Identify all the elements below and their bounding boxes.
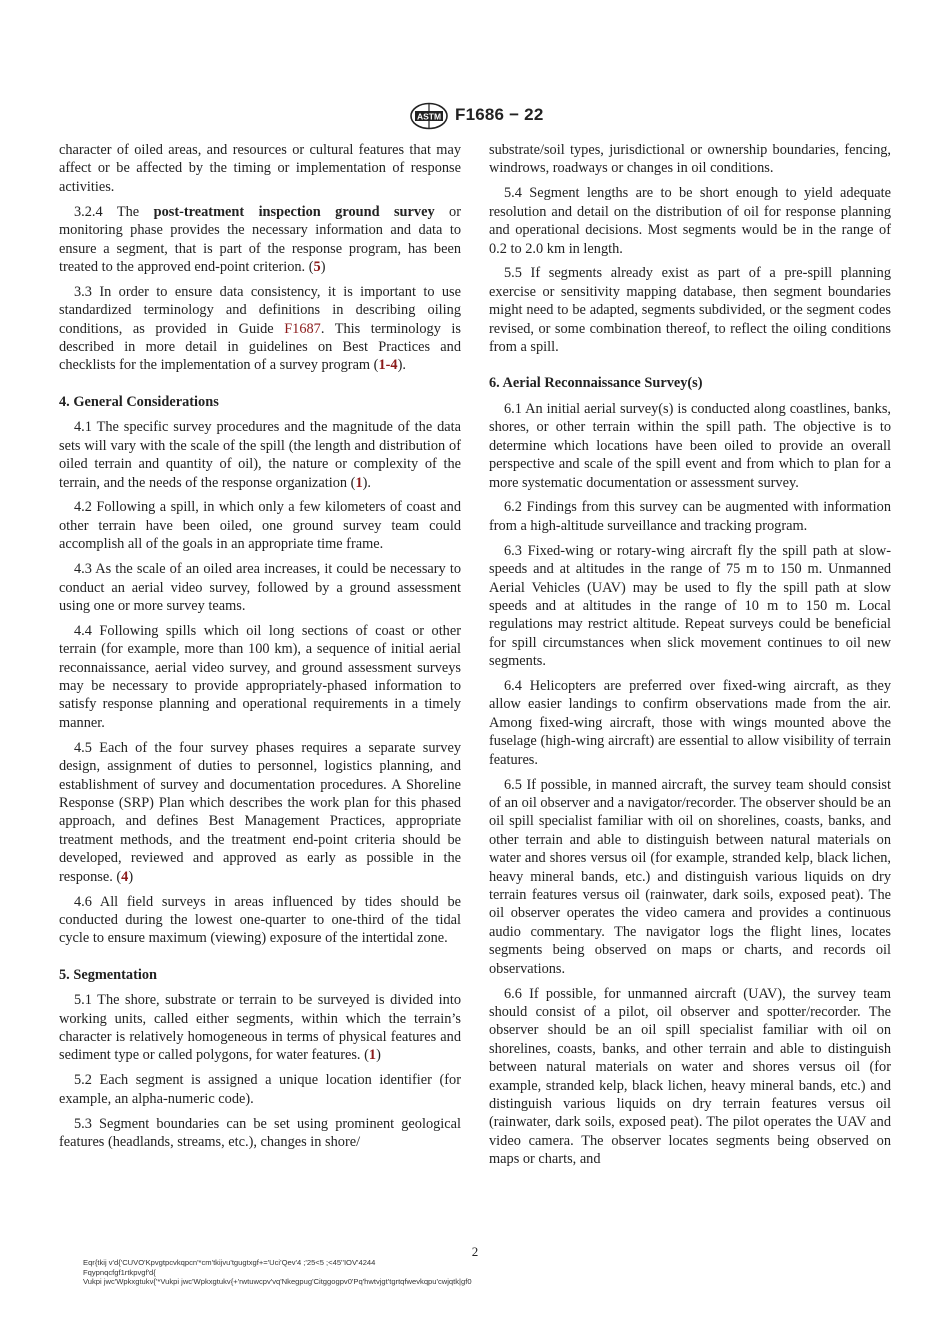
standard-designation: F1686 − 22: [455, 105, 544, 124]
right-column: [489, 141, 891, 1175]
reference-link[interactable]: 1-4: [378, 357, 398, 374]
reference-link[interactable]: 1: [355, 474, 363, 491]
paragraph-5-3: 5.3 Segment boundaries can be set using prominent geological features (headlands, streams, etc.), changes in shore/: [59, 1115, 461, 1150]
text-span: . This terminology is described in more detail in guidelines on Best Practices and checklists for the implementation of a survey program (: [59, 320, 461, 374]
paragraph-6-1: 6.1 An initial aerial survey(s) is conducted along coastlines, banks, shores, or other terrain within the spill path. The objective is to determine which locations have been oiled to provide an overall perspective and scale of the spill event and from which to plan for a more systematic documentation or assessment survey.: [489, 400, 891, 491]
paragraph-4-5: [59, 739, 461, 886]
paragraph-3-2-4: [59, 203, 461, 277]
section-heading-5: 5. Segmentation: [59, 966, 158, 983]
section-heading-4: 4. General Considerations: [59, 393, 219, 410]
paragraph-4-2: 4.2 Following a spill, in which only a few kilometers of coast and other terrain have been oiled, one ground survey team could accomplish all of the goals in an appropriate time frame.: [59, 499, 461, 553]
text-span: ).: [397, 357, 406, 374]
paragraph-4-4: 4.4 Following spills which oil long sections of coast or other terrain (for example, more than 100 km), a sequence of initial aerial reconnaissance, aerial video survey, and ground assessment surveys may be necessary to provide appropriately-phased information to satisfy response planning and operational requirements in a timely manner.: [59, 622, 461, 731]
astm-logo-icon: [409, 102, 449, 130]
paragraph-6-3: 6.3 Fixed-wing or rotary-wing aircraft fly the spill path at slow-speeds and at altitudes in the range of 75 m to 150 m. Unmanned Aerial Vehicles (UAV) may be used to fly the spill path at slow speeds and at altitudes in the range of 10 m to 150 m. Local regulations may restrict altitude. Repeat surveys could be beneficial for spill circumstances when slick movement continues to oil new segments.: [489, 542, 891, 670]
page-number: 2: [471, 1244, 479, 1259]
text-span: 5.1 The shore, substrate or terrain to be surveyed is divided into working units, called either segments, within which the terrain’s character is relatively homogeneous in terms of physical features and sediment type or called polygons, for water features. (: [59, 992, 461, 1064]
paragraph-3-3: [59, 283, 461, 375]
left-column: [59, 141, 461, 1158]
text-span: ): [376, 1047, 381, 1064]
text-span: 4.1 The specific survey procedures and the magnitude of the data sets will vary with the scale of the spill (the length and distribution of oiled terrain and quantity of oil), the nature or complexity of the terrain, and the needs of the response organization (: [59, 419, 461, 491]
license-footer: [83, 1258, 472, 1287]
reference-link[interactable]: 5: [313, 258, 321, 275]
paragraph-5-5: 5.5 If segments already exist as part of a pre-spill planning exercise or sensitivity mapping database, then segment boundaries might need to be adapted, segments subdivided, or the segment codes revised, or some combination thereof, to reflect the oiling conditions from a spill.: [489, 265, 891, 356]
text-span: ): [320, 258, 326, 275]
guide-link-f1687[interactable]: F1687: [284, 320, 321, 337]
paragraph-6-4: 6.4 Helicopters are preferred over fixed-wing aircraft, as they allow easier landings to confirm observations made from the air. Among fixed-wing aircraft, those with wings mounted above the fuselage (high-wing aircraft) are essential to allow visibility of terrain features.: [489, 678, 891, 768]
reference-link[interactable]: 1: [368, 1047, 377, 1064]
text-span: 4.5 Each of the four survey phases requires a separate survey design, assignment of duties to personnel, logistics planning, and establishment of survey and documentation procedures. A Shoreline Response (SRP) Plan which describes the work plan for this phased approach, and defines Best Management Practices, appropriate treatment methods, and the treatment end-point criteria should be developed, reviewed and approved as early as possible in the response. (: [59, 739, 461, 885]
bold-term: post-treatment inspection ground survey: [153, 203, 435, 220]
paragraph-5-2: 5.2 Each segment is assigned a unique location identifier (for example, an alpha-numeric code).: [59, 1072, 461, 1107]
section-heading-6: 6. Aerial Reconnaissance Survey(s): [489, 375, 703, 392]
footer-line: Eqr{tkij v'd{'CUVO'Kpvgtpcvkqpcn'*cm'tkijvu'tgugtxgf+='Uci'Qev'4 ;'25<5 ;<45''IOV'4244: [83, 1258, 376, 1267]
text-span: ).: [362, 474, 372, 491]
footer-line: Vukpi jwc'Wpkxgtukv{'*Vukpi jwc'Wpkxgtukv{+'rwtuwcpv'vq'Nkegpug'Citggogpv0'Pq'hwtvjgt'tgrtqfwevkqpu'cwjqtk|gf0: [83, 1277, 472, 1286]
text-span: or monitoring phase provides the necessary information and data to ensure a segment, that is part of the response program, has been treated to the approved end-point criterion. (: [59, 203, 462, 275]
paragraph-continuation: character of oiled areas, and resources or cultural features that may affect or be affected by the timing or implementation of response activities.: [59, 142, 461, 195]
svg-text:ASTM: ASTM: [416, 111, 442, 122]
footer-line: Fqypnqcfgf1rtkpvgf'd{: [83, 1267, 156, 1277]
paragraph-4-1: [59, 418, 461, 492]
paragraph-6-2: 6.2 Findings from this survey can be augmented with information from a high-altitude surveillance and tracking program.: [489, 499, 891, 534]
text-span: 3.2.4 The: [74, 203, 154, 220]
text-span: 3.3 In order to ensure data consistency, it is important to use standardized terminology and definitions in describing oiling conditions, as provided in Guide: [59, 283, 461, 337]
paragraph-6-6: 6.6 If possible, for unmanned aircraft (UAV), the survey team should consist of a pilot, oil observer and spotter/recorder. The observer should be an oil spill specialist familiar with oil on shorelines, coasts, banks, and other terrain and able to distinguish between natural materials on water and shores versus oil (for example, stranded kelp, black lichen, heavy mineral bands, etc.) and distinguish various liquids on dry terrain features versus oil (rainwater, dark soils, exposed peat). The pilot operates the UAV and video camera. The observer locates segments being observed on maps or charts, and: [489, 985, 891, 1168]
paragraph-4-3: 4.3 As the scale of an oiled area increases, it could be necessary to conduct an aerial video survey, followed by a ground assessment using one or more survey teams.: [59, 561, 461, 614]
page-header: [0, 102, 950, 132]
paragraph-5-4: 5.4 Segment lengths are to be short enough to yield adequate resolution and detail on the distribution of oil for response planning and operational decisions. Most segments would be in the range of 0.2 to 2.0 km in length.: [489, 185, 891, 257]
paragraph-6-5: 6.5 If possible, in manned aircraft, the survey team should consist of an oil observer and a navigator/recorder. The observer should be an oil spill specialist familiar with oil on shorelines, coasts, banks, and other terrain and able to distinguish between natural materials on water and shores versus oil (for example, stranded kelp, black lichen, heavy mineral bands, etc.) and distinguish various liquids on dry terrain features versus oil (rainwater, dark soils, exposed peat). The oil observer operates the video camera and provides a continuous audio commentary. The navigator logs the flight lines, locates segments being observed on maps or charts, and records oil observations.: [489, 776, 892, 977]
paragraph-4-6: 4.6 All field surveys in areas influenced by tides should be conducted during the lowest one-quarter to one-third of the tidal cycle to ensure maximum (viewing) exposure of the intertidal zone.: [59, 893, 461, 947]
text-span: ): [128, 868, 134, 885]
paragraph-5-1: [59, 991, 461, 1065]
reference-link[interactable]: 4: [121, 868, 129, 885]
paragraph-continuation: substrate/soil types, jurisdictional or ownership boundaries, fencing, windrows, roadways or changes in oil conditions.: [489, 142, 891, 177]
